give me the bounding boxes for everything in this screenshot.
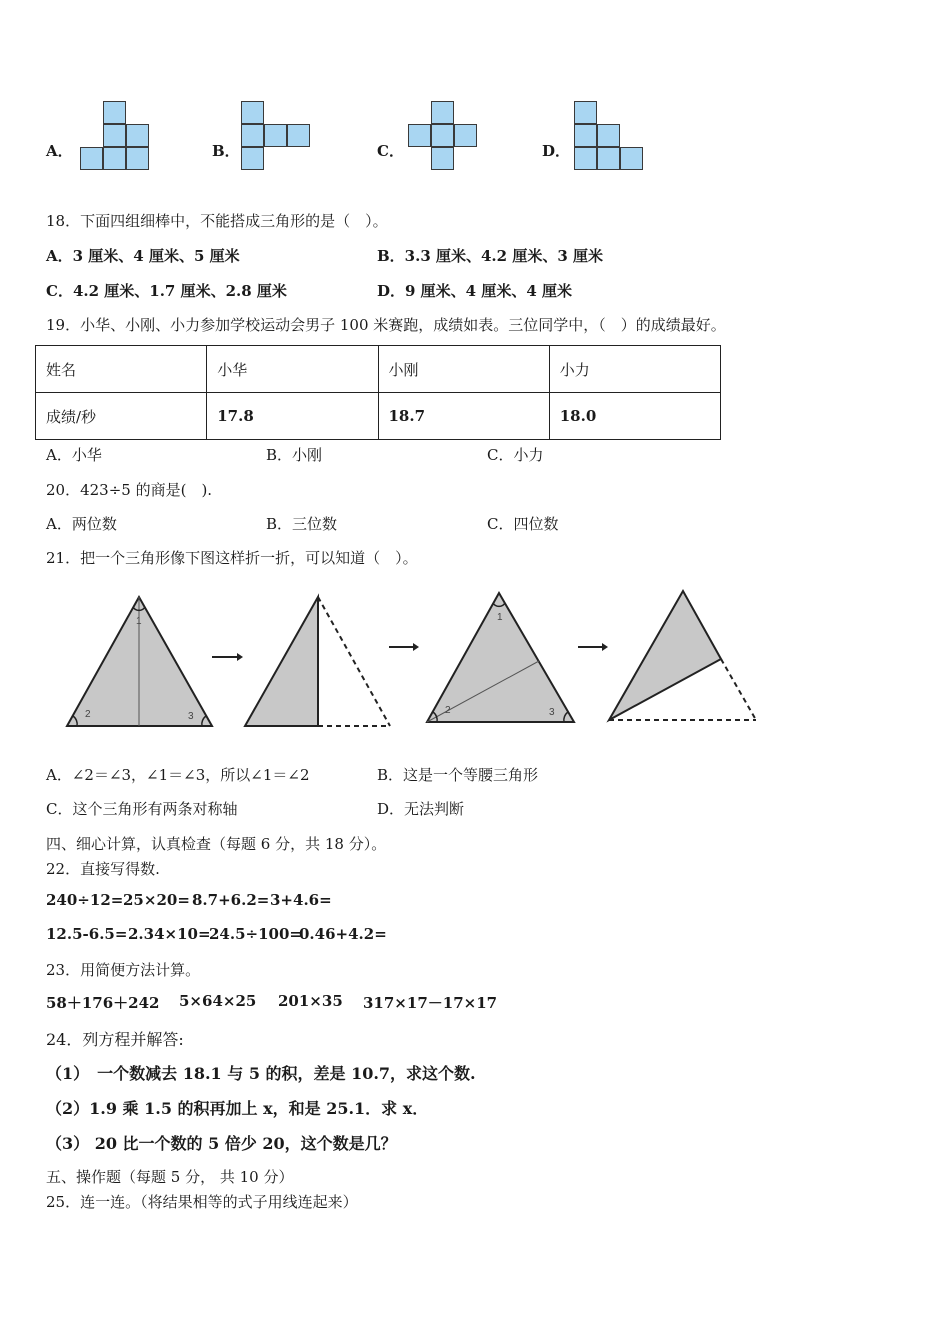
arrow-icon: [578, 643, 608, 651]
table-cell: 18.0: [549, 393, 720, 440]
q21-fold-diagram: [55, 585, 775, 735]
q18-option-d: D．9 厘米、4 厘米、4 厘米: [377, 282, 572, 300]
q24-item: （2）1.9 乘 1.5 的积再加上 x，和是 25.1．求 x．: [46, 1099, 429, 1118]
q18-option-a: A．3 厘米、4 厘米、5 厘米: [46, 247, 240, 265]
q22-item: 25×20=: [123, 891, 190, 909]
q22-item: 12.5-6.5=: [46, 925, 128, 943]
q22-item: 24.5÷100=: [209, 925, 302, 943]
table-cell: 小华: [207, 346, 378, 393]
angle-label-1: 1: [136, 616, 142, 627]
q21-option-b: B．这是一个等腰三角形: [377, 766, 539, 784]
q19-option-b: B．小刚: [266, 446, 323, 464]
q19-score-table: [35, 345, 721, 440]
q17-option-d-letter: D．: [542, 142, 571, 160]
angle-label-2: 2: [445, 705, 451, 716]
q19-option-c: C．小力: [487, 446, 544, 464]
table-row: [36, 393, 721, 440]
q22-item: 0.46+4.2=: [299, 925, 387, 943]
q23-item: 5×64×25: [179, 992, 257, 1010]
fold-figure-2: [245, 597, 390, 726]
q19-option-a: A．小华: [46, 446, 102, 464]
table-cell: 小力: [549, 346, 720, 393]
q18-stem: 18．下面四组细棒中，不能搭成三角形的是（ ）。: [46, 212, 388, 230]
angle-label-3: 3: [188, 711, 194, 722]
fold-figure-4: [609, 591, 756, 720]
section-4-heading: 四、细心计算，认真检查（每题 6 分，共 18 分）。: [46, 835, 387, 853]
q23-item: 317×17－17×17: [363, 994, 498, 1012]
table-cell: 18.7: [378, 393, 549, 440]
q20-option-c: C．四位数: [487, 515, 559, 533]
q24-item: （3） 20 比一个数的 5 倍少 20，这个数是几？: [46, 1134, 397, 1153]
q17-option-a-letter: A．: [46, 142, 73, 160]
q23-stem: 23．用简便方法计算。: [46, 961, 201, 979]
q22-item: 8.7+6.2=: [192, 891, 270, 909]
q22-item: 3+4.6=: [270, 891, 332, 909]
fold-figure-3: [427, 593, 574, 722]
table-cell: 17.8: [207, 393, 378, 440]
q20-option-a: A．两位数: [46, 515, 117, 533]
q22-item: 240÷12=: [46, 891, 124, 909]
fold-figure-1: [67, 597, 212, 726]
table-cell: 小刚: [378, 346, 549, 393]
table-row: [36, 346, 721, 393]
q22-stem: 22．直接写得数.: [46, 860, 160, 878]
q20-stem: 20．423÷5 的商是( ).: [46, 481, 213, 499]
q20-option-b: B．三位数: [266, 515, 338, 533]
q17-option-c-letter: C．: [377, 142, 404, 160]
angle-label-1: 1: [497, 612, 503, 623]
q21-option-d: D．无法判断: [377, 800, 465, 818]
q23-item: 201×35: [278, 992, 343, 1010]
arrow-icon: [389, 643, 419, 651]
section-5-heading: 五、操作题（每题 5 分， 共 10 分）: [46, 1168, 294, 1186]
q24-item: （1） 一个数减去 18.1 与 5 的积，差是 10.7，求这个数.: [46, 1064, 476, 1083]
angle-label-2: 2: [85, 709, 91, 720]
q25-stem: 25．连一连。（将结果相等的式子用线连起来）: [46, 1193, 358, 1211]
q23-item: 58＋176＋242: [46, 994, 160, 1012]
q18-option-c: C．4.2 厘米、1.7 厘米、2.8 厘米: [46, 282, 287, 300]
table-cell: 成绩/秒: [36, 393, 207, 440]
q18-option-b: B．3.3 厘米、4.2 厘米、3 厘米: [377, 247, 603, 265]
q21-option-c: C．这个三角形有两条对称轴: [46, 800, 238, 818]
q21-stem: 21．把一个三角形像下图这样折一折，可以知道（ ）。: [46, 549, 418, 567]
angle-label-3: 3: [549, 707, 555, 718]
table-cell: 姓名: [36, 346, 207, 393]
arrow-icon: [212, 653, 243, 661]
q19-stem: 19．小华、小刚、小力参加学校运动会男子 100 米赛跑，成绩如表。三位同学中，（ ）的成绩最好。: [46, 316, 726, 334]
q21-option-a: A．∠2＝∠3，∠1＝∠3，所以∠1＝∠2: [46, 766, 310, 784]
q24-stem: 24．列方程并解答:: [46, 1030, 184, 1049]
q17-option-b-letter: B．: [212, 142, 240, 160]
q22-item: 2.34×10=: [128, 925, 211, 943]
